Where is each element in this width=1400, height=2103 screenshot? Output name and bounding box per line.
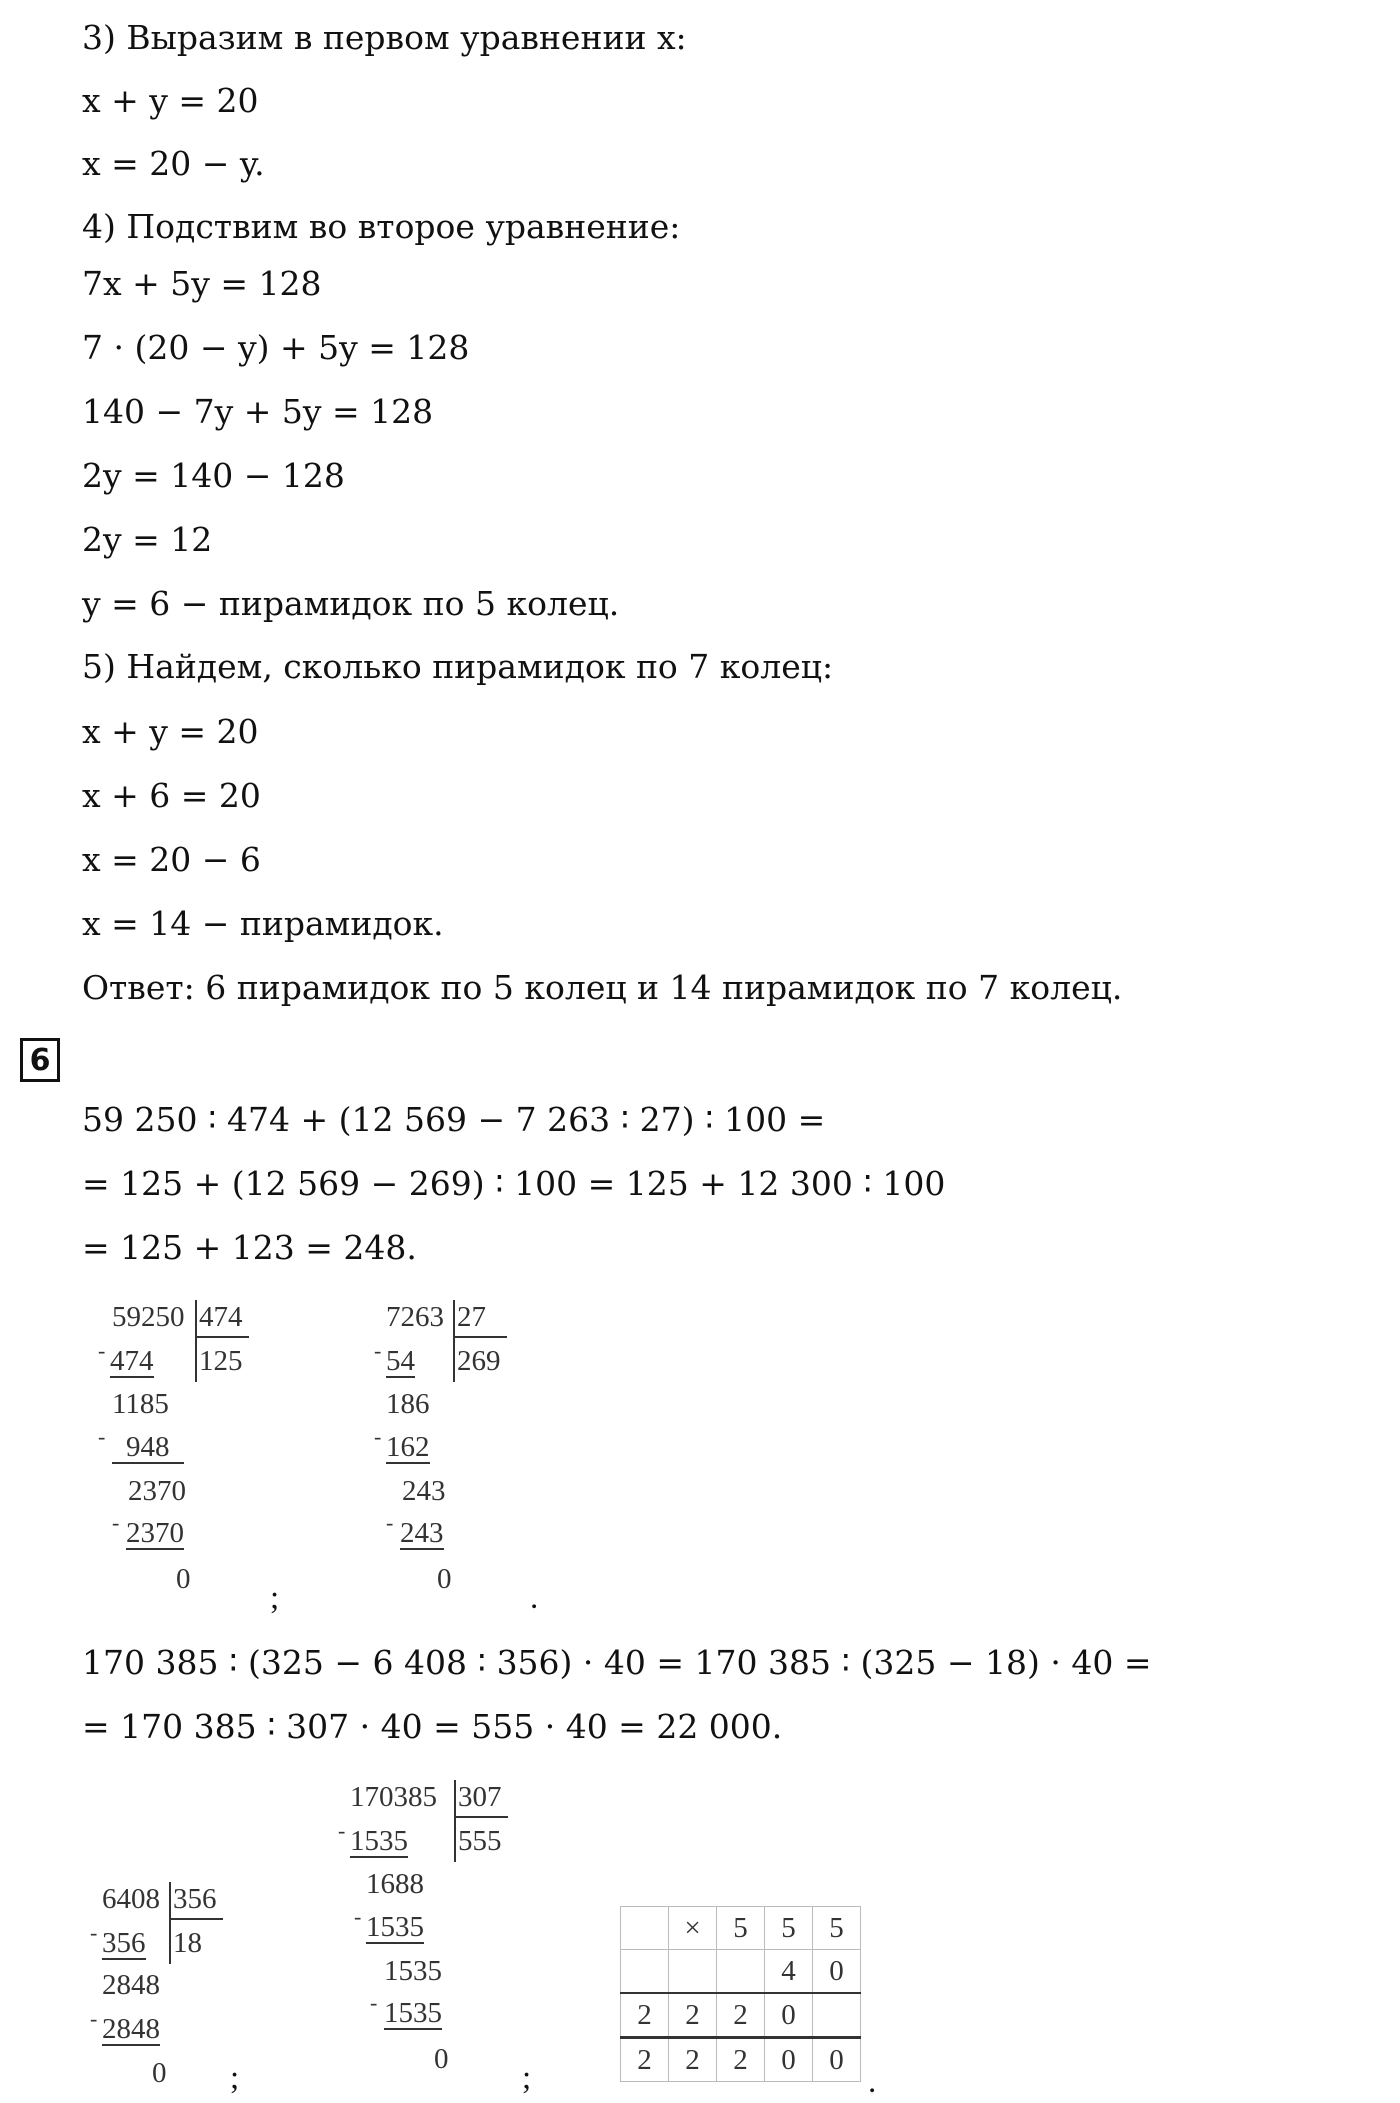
ld2-step-1: 54 <box>386 1345 415 1377</box>
text-line-4: 4) Подствим во второе уравнение: <box>82 207 681 246</box>
ld4-step-3: 1535 <box>366 1911 424 1943</box>
ld1-step-6: 0 <box>176 1563 191 1595</box>
text-line-13: x + 6 = 20 <box>82 776 261 815</box>
semicolon-3: ; <box>522 2060 532 2096</box>
text-line-20: 170 385 ∶ (325 − 6 408 ∶ 356) · 40 = 170 385 ∶ (325 − 18) · 40 = <box>82 1643 1152 1682</box>
mult-row-4 <box>621 2038 861 2082</box>
ld1-divisor: 474 <box>199 1301 243 1333</box>
text-line-21: = 170 385 ∶ 307 · 40 = 555 · 40 = 22 000. <box>82 1707 783 1746</box>
mult-cell: 5 <box>813 1907 861 1950</box>
text-line-15: x = 14 − пирамидок. <box>82 904 444 943</box>
mult-cell: 0 <box>765 1993 813 2038</box>
ld3-minus-2: - <box>90 2006 98 2031</box>
ld2-step-6: 0 <box>437 1563 452 1595</box>
mult-cell: 2 <box>669 1993 717 2038</box>
text-line-3: x = 20 − y. <box>82 144 265 183</box>
ld2-minus-2: - <box>374 1424 382 1449</box>
ld4-step-6: 0 <box>434 2043 449 2075</box>
mult-cell: 2 <box>669 2038 717 2082</box>
ld4-step-5: 1535 <box>384 1997 442 2029</box>
text-line-2: x + y = 20 <box>82 81 259 120</box>
mult-cell: × <box>669 1907 717 1950</box>
semicolon-2: ; <box>230 2060 240 2096</box>
mult-cell: 5 <box>717 1907 765 1950</box>
mult-cell <box>621 1950 669 1994</box>
ld3-step-3: 2848 <box>102 2013 160 2045</box>
ld3-step-4: 0 <box>152 2057 167 2089</box>
ld2-minus-1: - <box>374 1338 382 1363</box>
ld4-minus-2: - <box>354 1904 362 1929</box>
ld4-quotient: 555 <box>458 1825 502 1857</box>
ld1-step-1: 474 <box>110 1345 154 1377</box>
mult-cell <box>813 1993 861 2038</box>
ld4-divisor: 307 <box>458 1781 502 1813</box>
mult-row-1 <box>621 1907 861 1950</box>
ld2-step-3: 162 <box>386 1431 430 1463</box>
ld4-hbar <box>456 1816 508 1818</box>
ld3-step-2: 2848 <box>102 1969 160 2001</box>
ld4-step-4: 1535 <box>384 1955 442 1987</box>
text-line-8: 2y = 140 − 128 <box>82 456 345 495</box>
mult-cell: 0 <box>765 2038 813 2082</box>
mult-cell: 0 <box>813 1950 861 1994</box>
ld4-step-1: 1535 <box>350 1825 408 1857</box>
ld2-step-5: 243 <box>400 1517 444 1549</box>
ld2-dividend: 7263 <box>386 1301 444 1333</box>
mult-cell: 2 <box>717 1993 765 2038</box>
mult-cell: 4 <box>765 1950 813 1994</box>
text-line-17: 59 250 ∶ 474 + (12 569 − 7 263 ∶ 27) ∶ 100 = <box>82 1100 826 1139</box>
ld3-divisor: 356 <box>173 1883 217 1915</box>
text-line-12: x + y = 20 <box>82 712 259 751</box>
ld1-minus-2: - <box>98 1424 106 1449</box>
ld1-hbar <box>197 1336 249 1338</box>
period-1: . <box>530 1580 539 1616</box>
ld1-quotient: 125 <box>199 1345 243 1377</box>
ld1-step-5: 2370 <box>126 1517 184 1549</box>
text-line-5: 7x + 5y = 128 <box>82 264 322 303</box>
text-line-6: 7 · (20 − y) + 5y = 128 <box>82 328 470 367</box>
ld1-step-3: 948 <box>112 1432 184 1464</box>
ld3-quotient: 18 <box>173 1927 202 1959</box>
text-line-18: = 125 + (12 569 − 269) ∶ 100 = 125 + 12 300 ∶ 100 <box>82 1164 946 1203</box>
mult-cell: 0 <box>813 2038 861 2082</box>
ld3-dividend: 6408 <box>102 1883 160 1915</box>
ld4-step-2: 1688 <box>366 1868 424 1900</box>
ld2-hbar <box>455 1336 507 1338</box>
ld2-quotient: 269 <box>457 1345 501 1377</box>
mult-cell <box>621 1907 669 1950</box>
ld2-divisor: 27 <box>457 1301 486 1333</box>
ld2-step-2: 186 <box>386 1388 430 1420</box>
ld4-minus-1: - <box>338 1818 346 1843</box>
ld2-step-4: 243 <box>402 1475 446 1507</box>
mult-cell: 5 <box>765 1907 813 1950</box>
ld4-dividend: 170385 <box>350 1781 437 1813</box>
ld1-minus-1: - <box>98 1338 106 1363</box>
text-line-9: 2y = 12 <box>82 520 213 559</box>
ld1-step-2: 1185 <box>112 1388 169 1420</box>
ld1-dividend: 59250 <box>112 1301 185 1333</box>
text-line-14: x = 20 − 6 <box>82 840 261 879</box>
column-multiplication-555x40 <box>620 1906 861 2082</box>
ld3-vbar <box>169 1882 171 1964</box>
text-line-19: = 125 + 123 = 248. <box>82 1228 417 1267</box>
ld1-step-4: 2370 <box>128 1475 186 1507</box>
mult-cell: 2 <box>621 1993 669 2038</box>
mult-cell: 2 <box>717 2038 765 2082</box>
text-line-11: 5) Найдем, сколько пирамидок по 7 колец: <box>82 647 834 686</box>
ld1-minus-3: - <box>112 1510 120 1535</box>
text-line-7: 140 − 7y + 5y = 128 <box>82 392 434 431</box>
ld4-vbar <box>454 1780 456 1862</box>
task-number-box: 6 <box>20 1038 60 1082</box>
mult-row-3 <box>621 1993 861 2038</box>
ld2-minus-3: - <box>386 1510 394 1535</box>
text-line-16: Ответ: 6 пирамидок по 5 колец и 14 пирамидок по 7 колец. <box>82 968 1123 1007</box>
text-line-10: y = 6 − пирамидок по 5 колец. <box>82 584 620 623</box>
ld1-vbar <box>195 1300 197 1382</box>
ld4-minus-3: - <box>370 1990 378 2015</box>
ld3-step-1: 356 <box>102 1927 146 1959</box>
mult-cell <box>669 1950 717 1994</box>
ld3-hbar <box>171 1918 223 1920</box>
ld3-minus-1: - <box>90 1920 98 1945</box>
mult-cell: 2 <box>621 2038 669 2082</box>
mult-row-2 <box>621 1950 861 1994</box>
ld2-vbar <box>453 1300 455 1382</box>
mult-cell <box>717 1950 765 1994</box>
semicolon-1: ; <box>270 1580 280 1616</box>
period-2: . <box>868 2064 877 2100</box>
text-line-1: 3) Выразим в первом уравнении x: <box>82 18 687 57</box>
